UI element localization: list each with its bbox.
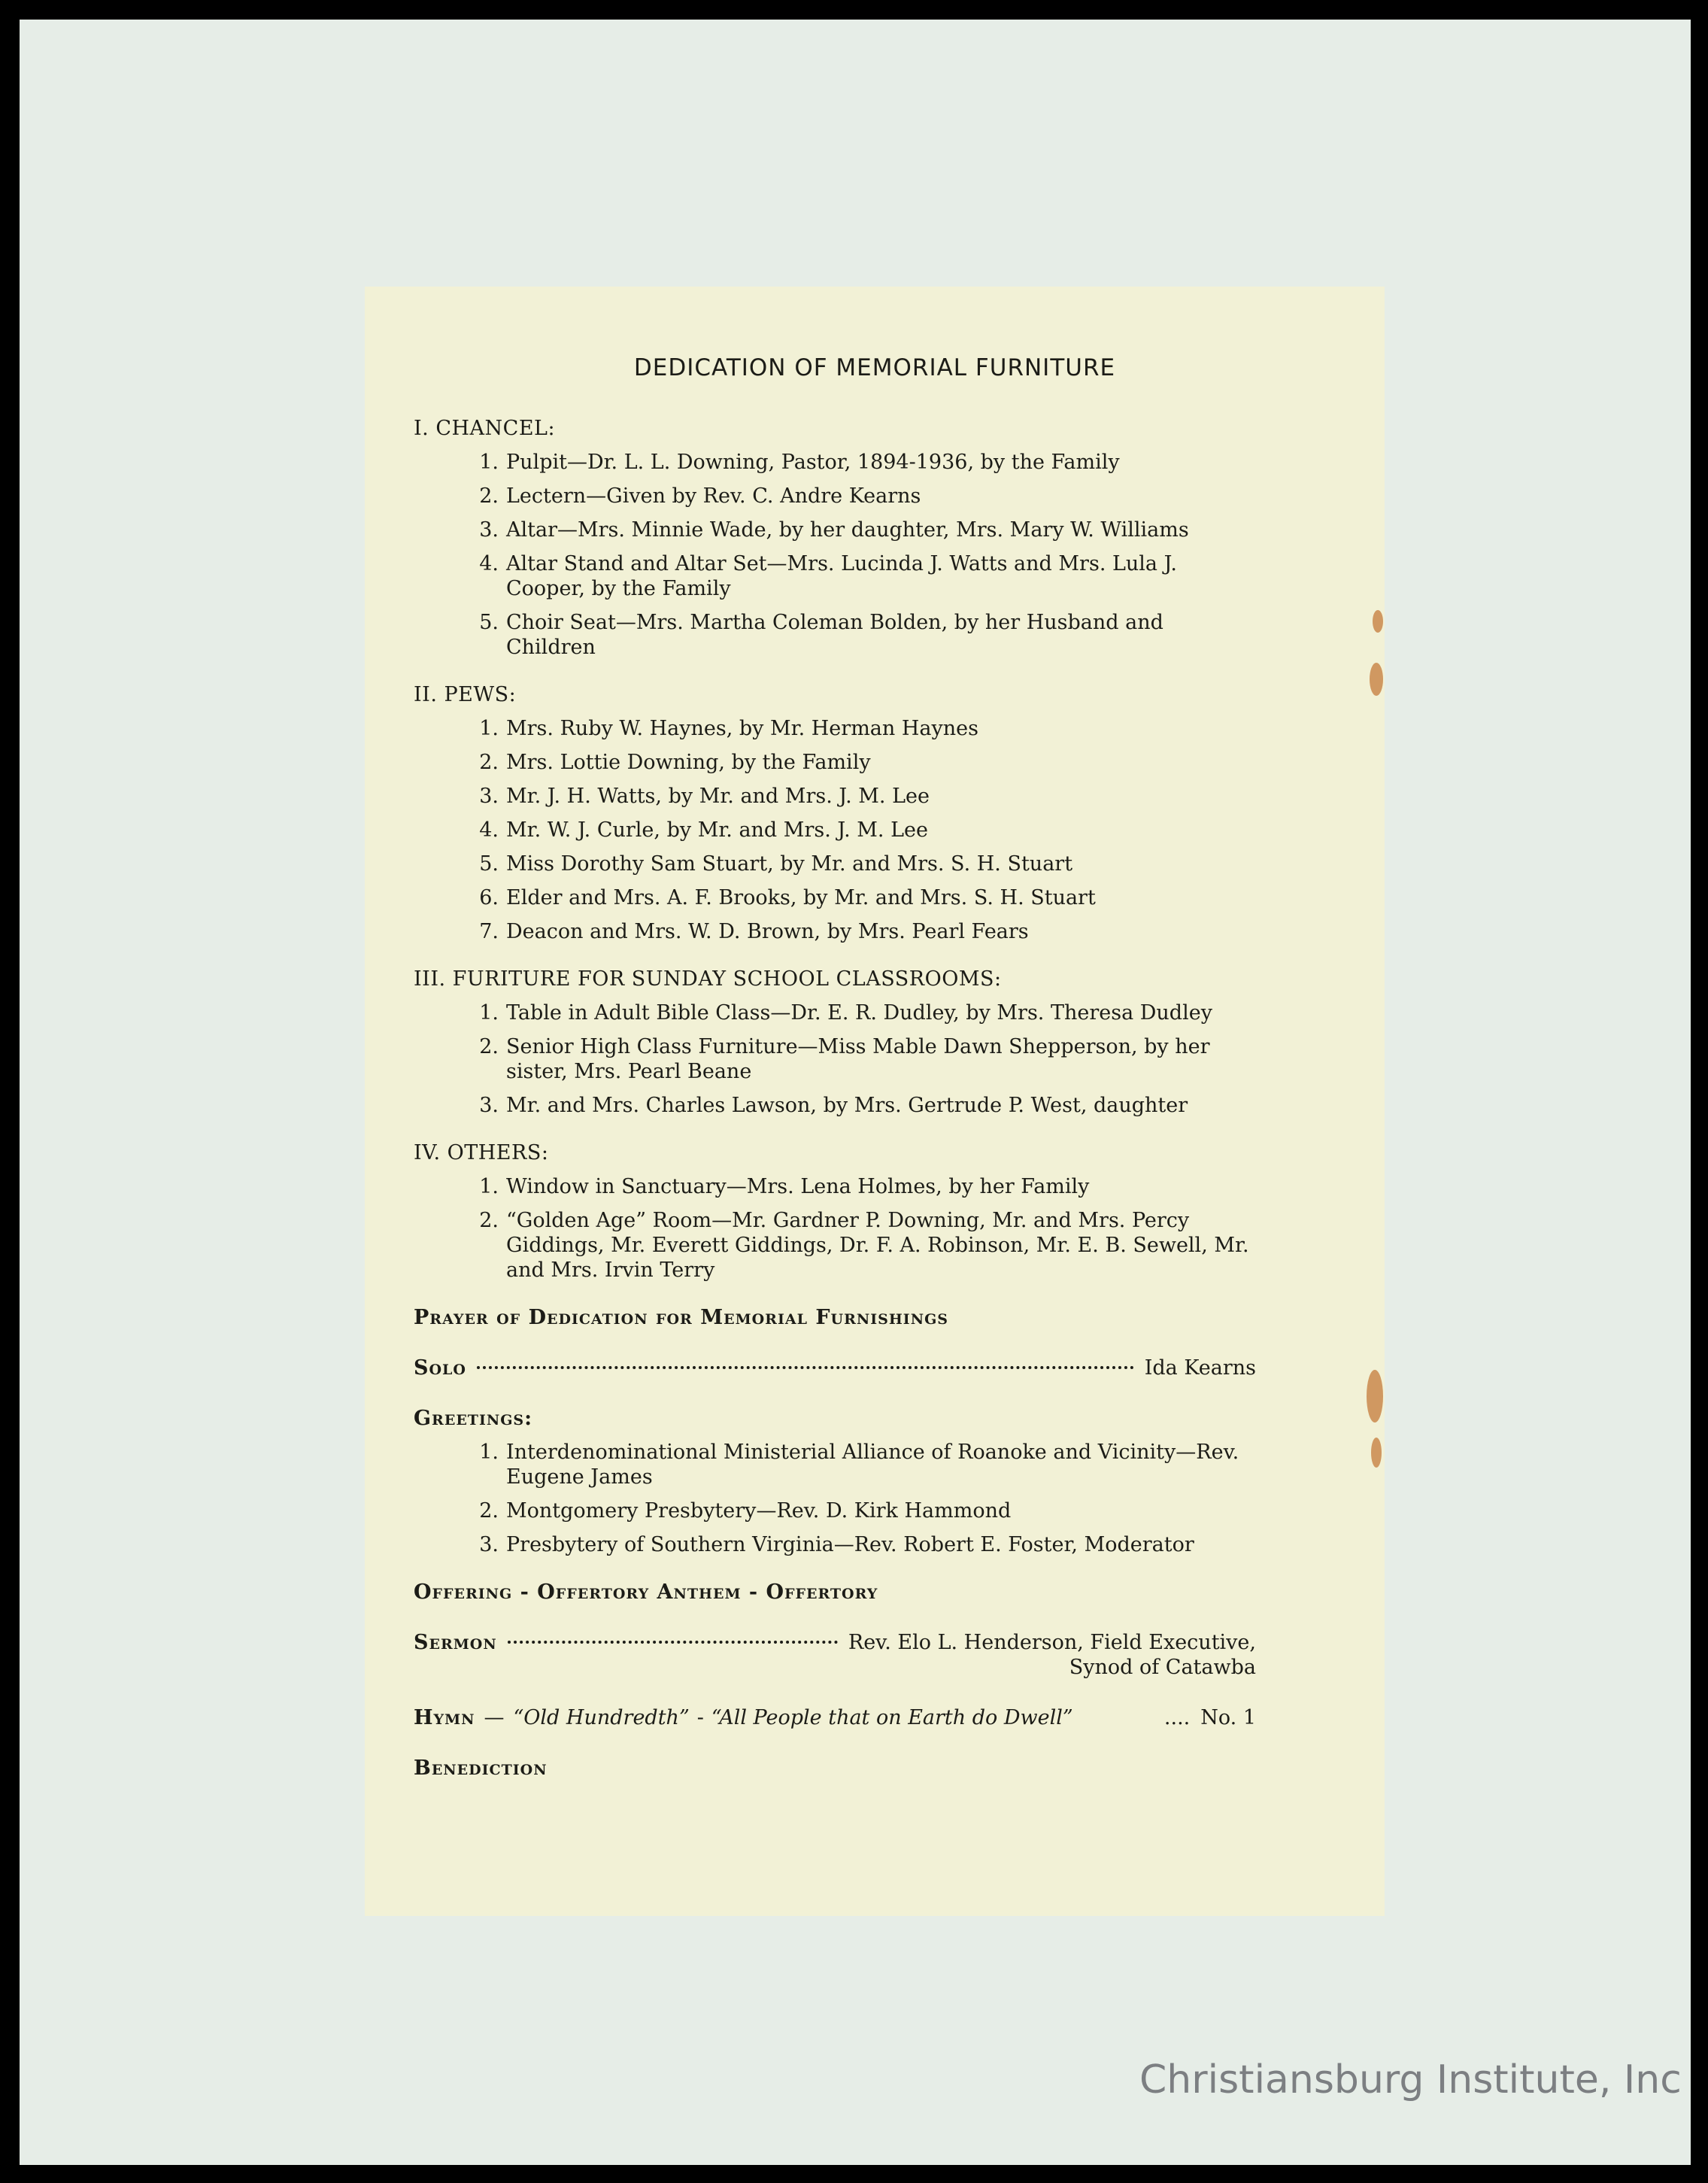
item-number: 1. bbox=[479, 1175, 499, 1198]
item-number: 5. bbox=[479, 611, 499, 634]
list-item bbox=[414, 610, 1256, 660]
item-number: 4. bbox=[479, 552, 499, 575]
item-number: 1. bbox=[479, 451, 499, 474]
rust-stain bbox=[1371, 1438, 1382, 1468]
item-text: Mr. and Mrs. Charles Lawson, by Mrs. Gertrude P. West, daughter bbox=[506, 1094, 1188, 1117]
hymn-dash: — bbox=[484, 1706, 505, 1729]
list-item bbox=[414, 551, 1256, 601]
list-item bbox=[414, 885, 1256, 910]
item-text: Mrs. Lottie Downing, by the Family bbox=[506, 751, 871, 774]
list-item bbox=[414, 919, 1256, 944]
list-item bbox=[414, 716, 1256, 741]
item-number: 7. bbox=[479, 920, 499, 943]
page-title: DEDICATION OF MEMORIAL FURNITURE bbox=[633, 354, 1116, 381]
program-page bbox=[365, 287, 1385, 1916]
item-number: 3. bbox=[479, 1094, 499, 1117]
hymn-title: “All People that on Earth do Dwell” bbox=[711, 1706, 1073, 1729]
item-number: 1. bbox=[479, 717, 499, 740]
item-text: Mrs. Ruby W. Haynes, by Mr. Herman Haynes bbox=[506, 717, 978, 740]
item-text: Mr. W. J. Curle, by Mr. and Mrs. J. M. Lee bbox=[506, 818, 928, 842]
item-text: Interdenominational Ministerial Alliance of Roanoke and Vicinity—Rev. Eugene James bbox=[506, 1441, 1239, 1489]
item-number: 2. bbox=[479, 1499, 499, 1523]
list-item bbox=[414, 818, 1256, 843]
item-number: 2. bbox=[479, 484, 499, 508]
item-number: 3. bbox=[479, 1533, 499, 1556]
list-item bbox=[414, 852, 1256, 876]
hymn-separator: - bbox=[696, 1706, 704, 1729]
program-content bbox=[414, 416, 1256, 1806]
list-item bbox=[414, 450, 1256, 475]
list-item bbox=[414, 518, 1256, 542]
list-item bbox=[414, 484, 1256, 509]
list-item bbox=[414, 784, 1256, 809]
item-number: 6. bbox=[479, 886, 499, 909]
list-item bbox=[414, 1532, 1256, 1557]
rust-stain bbox=[1373, 610, 1383, 633]
item-text: Mr. J. H. Watts, by Mr. and Mrs. J. M. Lee bbox=[506, 785, 930, 808]
item-text: Senior High Class Furniture—Miss Mable Dawn Shepperson, by her sister, Mrs. Pearl Beane bbox=[506, 1035, 1210, 1083]
section-others bbox=[414, 1140, 1256, 1283]
solo-label: Solo bbox=[414, 1356, 466, 1380]
item-text: Table in Adult Bible Class—Dr. E. R. Dudley, by Mrs. Theresa Dudley bbox=[506, 1001, 1212, 1025]
list-item bbox=[414, 750, 1256, 775]
item-text: Window in Sanctuary—Mrs. Lena Holmes, by her Family bbox=[506, 1175, 1090, 1198]
list-item bbox=[414, 1034, 1256, 1084]
list-item bbox=[414, 1093, 1256, 1118]
offering-line: Offering - Offertory Anthem - Offertory bbox=[414, 1580, 878, 1604]
section-heading: I. CHANCEL: bbox=[414, 417, 556, 440]
watermark: Christiansburg Institute, Inc bbox=[1139, 2057, 1682, 2103]
item-text: Elder and Mrs. A. F. Brooks, by Mr. and Mrs. S. H. Stuart bbox=[506, 886, 1096, 909]
list-item bbox=[414, 1174, 1256, 1199]
item-text: Altar—Mrs. Minnie Wade, by her daughter, Mrs. Mary W. Williams bbox=[506, 518, 1189, 542]
item-text: Presbytery of Southern Virginia—Rev. Robert E. Foster, Moderator bbox=[506, 1533, 1194, 1556]
section-heading: II. PEWS: bbox=[414, 683, 517, 706]
sermon-speaker: Rev. Elo L. Henderson, Field Executive, bbox=[848, 1631, 1256, 1654]
dot-leader bbox=[508, 1641, 838, 1644]
rust-stain bbox=[1370, 663, 1383, 696]
hymn-tune: “Old Hundredth” bbox=[513, 1706, 690, 1729]
section-classrooms bbox=[414, 967, 1256, 1118]
rust-stain bbox=[1367, 1370, 1383, 1422]
item-number: 5. bbox=[479, 852, 499, 876]
item-number: 4. bbox=[479, 818, 499, 842]
sermon-speaker-line2: Synod of Catawba bbox=[1069, 1656, 1256, 1679]
prayer-line: Prayer of Dedication for Memorial Furnishings bbox=[414, 1306, 949, 1329]
item-text: Choir Seat—Mrs. Martha Coleman Bolden, by her Husband and Children bbox=[506, 611, 1163, 659]
item-number: 3. bbox=[479, 518, 499, 542]
sermon-block bbox=[414, 1630, 1256, 1680]
greetings-heading: Greetings: bbox=[414, 1407, 533, 1430]
item-text: Montgomery Presbytery—Rev. D. Kirk Hammond bbox=[506, 1499, 1012, 1523]
hymn-number: No. 1 bbox=[1200, 1706, 1256, 1729]
benediction-line: Benediction bbox=[414, 1756, 548, 1780]
hymn-line bbox=[414, 1705, 1256, 1730]
item-text: Miss Dorothy Sam Stuart, by Mr. and Mrs. S. H. Stuart bbox=[506, 852, 1073, 876]
section-chancel bbox=[414, 416, 1256, 660]
list-item bbox=[414, 1440, 1256, 1489]
item-text: Lectern—Given by Rev. C. Andre Kearns bbox=[506, 484, 921, 508]
item-text: Deacon and Mrs. W. D. Brown, by Mrs. Pearl Fears bbox=[506, 920, 1029, 943]
list-item bbox=[414, 1208, 1256, 1283]
item-number: 3. bbox=[479, 785, 499, 808]
solo-line bbox=[414, 1356, 1256, 1380]
solo-performer: Ida Kearns bbox=[1144, 1356, 1256, 1380]
hymn-leader: .... bbox=[1163, 1706, 1191, 1729]
item-number: 2. bbox=[479, 1035, 499, 1058]
item-number: 1. bbox=[479, 1001, 499, 1025]
item-number: 2. bbox=[479, 1209, 499, 1232]
section-pews bbox=[414, 682, 1256, 944]
greetings-section bbox=[414, 1406, 1256, 1557]
list-item bbox=[414, 1000, 1256, 1025]
item-number: 1. bbox=[479, 1441, 499, 1464]
item-number: 2. bbox=[479, 751, 499, 774]
section-heading: IV. OTHERS: bbox=[414, 1141, 549, 1164]
item-text: Pulpit—Dr. L. L. Downing, Pastor, 1894-1936, by the Family bbox=[506, 451, 1120, 474]
item-text: “Golden Age” Room—Mr. Gardner P. Downing, Mr. and Mrs. Percy Giddings, Mr. Everett Giddings, Dr. F. A. Robinson, Mr. E. B. Sewell, Mr. and Mrs. Irvin Terry bbox=[506, 1209, 1249, 1282]
hymn-label: Hymn bbox=[414, 1706, 475, 1729]
section-heading: III. FURITURE FOR SUNDAY SCHOOL CLASSROOMS: bbox=[414, 967, 1002, 991]
list-item bbox=[414, 1498, 1256, 1523]
scan-background bbox=[20, 20, 1691, 2165]
dot-leader bbox=[477, 1366, 1134, 1369]
sermon-line bbox=[414, 1630, 1256, 1655]
sermon-label: Sermon bbox=[414, 1631, 497, 1654]
item-text: Altar Stand and Altar Set—Mrs. Lucinda J. Watts and Mrs. Lula J. Cooper, by the Family bbox=[506, 552, 1177, 600]
